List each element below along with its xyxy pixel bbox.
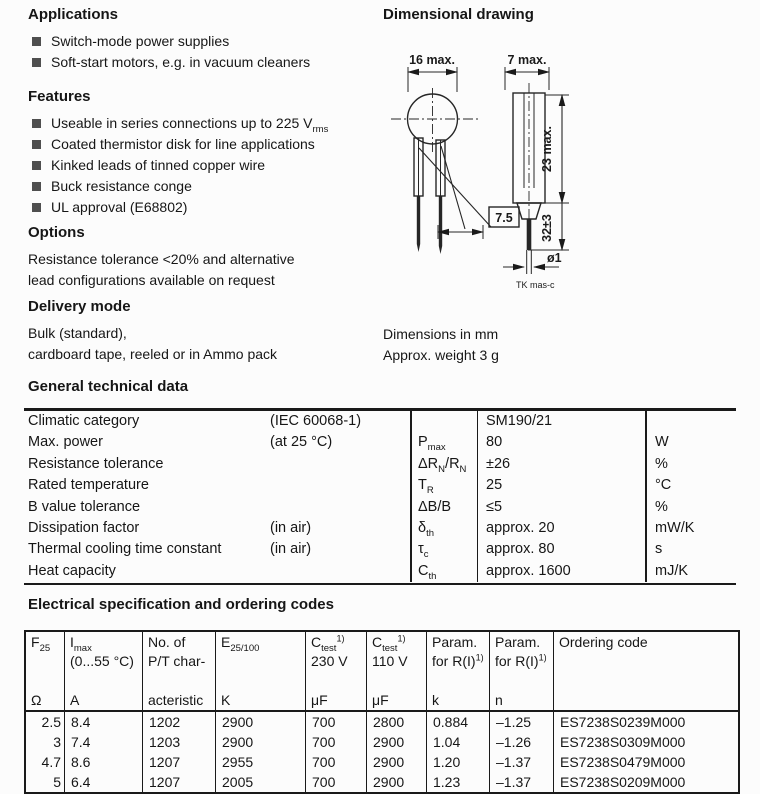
applications-title: Applications xyxy=(28,6,119,23)
table-cell: ES7238S0209M000 xyxy=(553,772,738,792)
bullet-square-icon xyxy=(32,37,41,46)
list-item xyxy=(28,155,378,176)
table-cell: Max. power xyxy=(28,434,103,451)
table-cell: mJ/K xyxy=(645,561,736,582)
list-item-label: Coated thermistor disk for line applications xyxy=(51,136,315,152)
header-cell: $E_{25/100}$ K xyxy=(215,632,305,710)
header-cell: $C_{test}^{1)}$ 110 V μF xyxy=(366,632,426,710)
delivery-section xyxy=(28,298,378,365)
table-cell: (in air) xyxy=(270,541,312,558)
table-cell: 80 xyxy=(477,432,645,453)
table-cell: –1.37 xyxy=(489,752,553,772)
table-row xyxy=(26,772,738,792)
electrical-spec-table xyxy=(24,630,740,794)
table-cell: 1.23 xyxy=(426,772,489,792)
table-cell: ES7238S0239M000 xyxy=(553,712,738,732)
table-cell: ES7238S0479M000 xyxy=(553,752,738,772)
options-section xyxy=(28,224,378,291)
options-text-line: lead configurations available on request xyxy=(28,272,275,288)
table-cell: –1.25 xyxy=(489,712,553,732)
list-item xyxy=(28,134,378,155)
table-cell: ±26 xyxy=(477,454,645,475)
bullet-square-icon xyxy=(32,161,41,170)
note-weight: Approx. weight 3 g xyxy=(383,347,499,363)
header-cell: No. of P/T char- acteristic xyxy=(142,632,215,710)
table-cell: 700 xyxy=(305,752,366,772)
table-cell: 8.6 xyxy=(64,752,142,772)
features-section xyxy=(28,88,378,218)
table-cell: s xyxy=(645,539,736,560)
applications-section xyxy=(28,6,378,73)
table-row xyxy=(26,752,738,772)
table-cell: 3 xyxy=(53,734,61,750)
table-cell: 2900 xyxy=(215,732,305,752)
table-cell: $\tau_c$ xyxy=(410,539,477,560)
header-cell: Param. for $R(I)^{1)}$ n xyxy=(489,632,553,710)
header-cell: $I_{max}$ (0...55 °C) A xyxy=(64,632,142,710)
list-item-label: Kinked leads of tinned copper wire xyxy=(51,157,266,173)
table-cell: approx. 1600 xyxy=(477,561,645,582)
delivery-text-line: Bulk (standard), xyxy=(28,325,127,341)
table-cell: Heat capacity xyxy=(28,562,116,579)
delivery-title: Delivery mode xyxy=(28,298,131,315)
list-item xyxy=(28,113,378,134)
table-cell: ES7238S0309M000 xyxy=(553,732,738,752)
list-item-label: UL approval (E68802) xyxy=(51,199,188,215)
table-cell: $\delta_{th}$ xyxy=(410,518,477,539)
bullet-square-icon xyxy=(32,203,41,212)
dim-label-23max: 23 max. xyxy=(540,126,554,172)
header-cell: Ordering code xyxy=(553,632,738,710)
header-cell: $C_{test}^{1)}$ 230 V μF xyxy=(305,632,366,710)
table-cell: approx. 80 xyxy=(477,539,645,560)
table-cell: 7.4 xyxy=(64,732,142,752)
table-cell: approx. 20 xyxy=(477,518,645,539)
note-dimensions: Dimensions in mm xyxy=(383,326,499,342)
dim-label-dia1: ø1 xyxy=(547,251,562,265)
table-cell xyxy=(410,411,477,432)
table-cell: 2900 xyxy=(215,712,305,732)
table-cell: Resistance tolerance xyxy=(28,455,164,472)
table-cell: mW/K xyxy=(645,518,736,539)
table-cell: 1207 xyxy=(142,752,215,772)
table-cell: 2955 xyxy=(215,752,305,772)
table-cell: 700 xyxy=(305,772,366,792)
table-cell: ≤5 xyxy=(477,497,645,518)
table-cell: 6.4 xyxy=(64,772,142,792)
header-cell: Param. for $R(I)^{1)}$ k xyxy=(426,632,489,710)
drawing-number-caption: TK mas-c xyxy=(516,280,555,290)
table-cell: 4.7 xyxy=(41,754,61,770)
dim-label-16max: 16 max. xyxy=(409,53,455,67)
table-cell: % xyxy=(645,454,736,475)
table-cell: 1.20 xyxy=(426,752,489,772)
table-cell: ΔB/B xyxy=(410,497,477,518)
table-header-row xyxy=(26,632,738,712)
table-cell xyxy=(270,561,410,582)
header-cell: $F_{25}$ Ω xyxy=(31,634,51,708)
dimensional-drawing xyxy=(383,38,743,308)
dim-label-32: 32±3 xyxy=(540,214,554,242)
list-item xyxy=(28,31,378,52)
table-cell: –1.26 xyxy=(489,732,553,752)
table-cell: –1.37 xyxy=(489,772,553,792)
list-item xyxy=(28,197,378,218)
table-cell: $C_{th}$ xyxy=(410,561,477,582)
general-data-title: General technical data xyxy=(28,378,189,395)
delivery-text-line: cardboard tape, reeled or in Ammo pack xyxy=(28,346,278,362)
table-cell: Climatic category xyxy=(28,413,140,429)
table-cell: 700 xyxy=(305,732,366,752)
table-cell xyxy=(270,497,410,518)
table-cell: (in air) xyxy=(270,519,312,536)
drawing-notes xyxy=(383,324,499,366)
bullet-square-icon xyxy=(32,119,41,128)
table-cell: 1207 xyxy=(142,772,215,792)
options-title: Options xyxy=(28,224,85,241)
dimensional-drawing-title: Dimensional drawing xyxy=(383,6,534,23)
dim-label-7-5: 7.5 xyxy=(495,211,513,225)
table-row xyxy=(26,732,738,752)
list-item xyxy=(28,52,378,73)
table-cell: $\Delta R_N/R_N$ xyxy=(410,454,477,475)
table-cell: % xyxy=(645,497,736,518)
table-cell: 2005 xyxy=(215,772,305,792)
list-item-label: Switch-mode power supplies xyxy=(51,33,230,49)
table-cell xyxy=(270,454,410,475)
table-cell: 1202 xyxy=(142,712,215,732)
table-cell: Thermal cooling time constant xyxy=(28,541,222,558)
table-cell: 25 xyxy=(477,475,645,496)
dim-label-7max: 7 max. xyxy=(507,53,547,67)
options-text-line: Resistance tolerance <20% and alternative xyxy=(28,251,295,267)
table-cell: 2900 xyxy=(366,772,426,792)
bullet-square-icon xyxy=(32,140,41,149)
bullet-square-icon xyxy=(32,58,41,67)
table-cell: $T_R$ xyxy=(410,475,477,496)
table-cell: W xyxy=(645,432,736,453)
table-cell: $P_{max}$ xyxy=(410,432,477,453)
table-cell: SM190/21 xyxy=(477,411,645,432)
table-cell: 700 xyxy=(305,712,366,732)
table-cell: (IEC 60068-1) xyxy=(270,413,362,429)
table-cell: °C xyxy=(645,475,736,496)
table-row xyxy=(26,712,738,732)
table-cell: 8.4 xyxy=(64,712,142,732)
table-cell: Rated temperature xyxy=(28,477,149,494)
list-item-label: Buck resistance conge xyxy=(51,178,192,194)
table-cell: 0.884 xyxy=(426,712,489,732)
general-technical-data-table xyxy=(24,408,736,585)
table-cell: 1.04 xyxy=(426,732,489,752)
electrical-spec-title: Electrical specification and ordering codes xyxy=(28,596,334,613)
table-cell: 1203 xyxy=(142,732,215,752)
list-item xyxy=(28,176,378,197)
table-cell: 2900 xyxy=(366,752,426,772)
table-cell: 2900 xyxy=(366,732,426,752)
table-cell: 2.5 xyxy=(41,714,61,730)
table-cell: (at 25 °C) xyxy=(270,434,333,451)
list-item-label: Useable in series connections up to 225 $V_{rms}$ xyxy=(51,115,329,135)
table-cell xyxy=(270,475,410,496)
table-cell: B value tolerance xyxy=(28,498,141,515)
table-cell xyxy=(645,411,736,432)
bullet-square-icon xyxy=(32,182,41,191)
table-cell: 2800 xyxy=(366,712,426,732)
list-item-label: Soft-start motors, e.g. in vacuum cleaners xyxy=(51,54,311,70)
table-cell: Dissipation factor xyxy=(28,519,140,536)
features-title: Features xyxy=(28,88,91,105)
table-cell: 5 xyxy=(53,774,61,790)
